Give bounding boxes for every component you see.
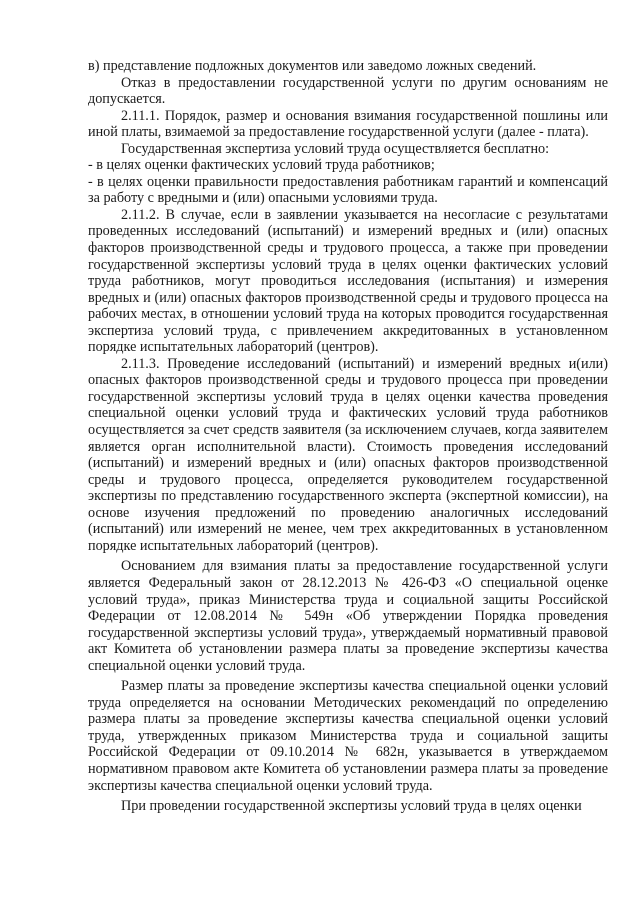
list-item-guarantees: - в целях оценки правильности предоставления работникам гарантий и компенсаций за работу с вредными и (или) опасными условиями труда. <box>88 173 608 207</box>
paragraph-fee-amount: Размер платы за проведение экспертизы качества специальной оценки условий труда определяется на основании Методических рекомендаций по определению размера платы за проведение экспертизы качества специальной оценки условий труда, утвержденных приказом Министерства труда и социальной защиты Российской Федерации от 09.10.2014 № 682н, указывается в утверждаемом нормативном правовом акте Комитета об установлении размера платы за проведение экспертизы качества специальной оценки условий труда. <box>88 678 608 794</box>
paragraph-item-v: в) представление подложных документов или заведомо ложных сведений. <box>88 58 537 74</box>
paragraph-continued: При проведении государственной экспертизы условий труда в целях оценки <box>121 798 582 815</box>
paragraph-fee-basis: Основанием для взимания платы за предоставление государственной услуги является Федеральный закон от 28.12.2013 № 426-ФЗ «О специальной оценке условий труда», приказ Министерства труда и социальной защиты Российской Федерации от 12.08.2014 № 549н «Об утверждении Порядка проведения государственной экспертизы условий труда», утверждаемый нормативный правовой акт Комитета об установлении размера платы за проведение экспертизы качества специальной оценки условий труда. <box>88 558 608 674</box>
paragraph-2-11-2: 2.11.2. В случае, если в заявлении указывается на несогласие с результатами проведенных исследований (испытаний) и измерений вредных и (или) опасных факторов производственной среды и трудового процесса, а также при проведении государственной экспертизы условий труда в целях оценки фактических условий труда работников, могут проводиться исследования (испытания) и измерения вредных и (или) опасных факторов производственной среды и трудового процесса на рабочих местах, в отношении условий труда на которых проводится государственная экспертиза условий труда, с привлечением аккредитованных в установленном порядке испытательных лабораторий (центров). <box>88 206 608 356</box>
paragraph-free-expertise: Государственная экспертиза условий труда осуществляется бесплатно: <box>121 140 550 157</box>
paragraph-refusal: Отказ в предоставлении государственной услуги по другим основаниям не допускается. <box>88 74 608 108</box>
paragraph-2-11-3: 2.11.3. Проведение исследований (испытаний) и измерений вредных и(или) опасных факторов производственной среды и трудового процесса при проведении государственной экспертизы условий труда в целях оценки качества проведения специальной оценки условий труда и фактических условий труда работников осуществляется за счет средств заявителя (за исключением случаев, когда заявителем является орган исполнительной власти). Стоимость проведения исследований (испытаний) и измерений вредных и (или) опасных факторов производственной среды и трудового процесса, определяется руководителем государственной экспертизы по представлению государственного эксперта (экспертной комиссии), на основе изучения предложений по проведению аналогичных исследований (испытаний) или измерений не менее, чем трех аккредитованных в установленном порядке испытательных лабораторий (центров). <box>88 355 608 554</box>
paragraph-2-11-1: 2.11.1. Порядок, размер и основания взимания государственной пошлины или иной платы, взимаемой за предоставление государственной услуги (далее - плата). <box>88 107 608 141</box>
document-body <box>88 58 608 815</box>
list-item-actual-conditions: - в целях оценки фактических условий труда работников; <box>88 157 435 174</box>
